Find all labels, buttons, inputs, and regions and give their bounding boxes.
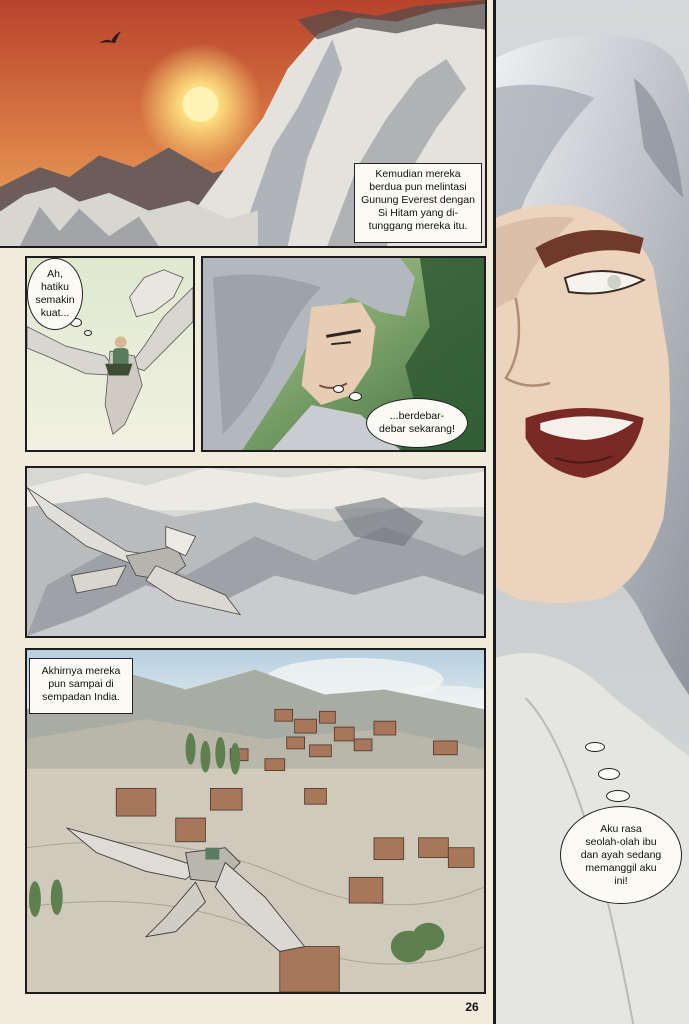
thought-dot xyxy=(333,385,344,393)
panel-flight-over-mountains xyxy=(25,466,486,638)
thought-dot xyxy=(84,330,92,336)
caption-india-border: Akhirnya mereka pun sampai di sempadan India. xyxy=(29,658,133,714)
thought-dot xyxy=(585,742,605,752)
thought-bubble-aku-rasa: Aku rasa seolah-olah ibu dan ayah sedang memanggil aku ini! xyxy=(560,806,682,904)
thought-dot xyxy=(349,392,362,401)
page-number: 26 xyxy=(465,1000,479,1014)
sun xyxy=(182,87,218,122)
thought-bubble-hatiku: Ah, hatiku semakin kuat... xyxy=(27,258,83,330)
flight-over-mountains-illustration xyxy=(27,468,484,636)
thought-dot xyxy=(606,790,630,802)
thought-dot xyxy=(598,768,620,780)
caption-everest: Kemudian mereka berdua pun melintasi Gunung Everest dengan Si Hitam yang di- tunggang mereka itu. xyxy=(354,163,482,243)
thought-bubble-berdebar: ...berdebar- debar sekarang! xyxy=(366,398,468,448)
